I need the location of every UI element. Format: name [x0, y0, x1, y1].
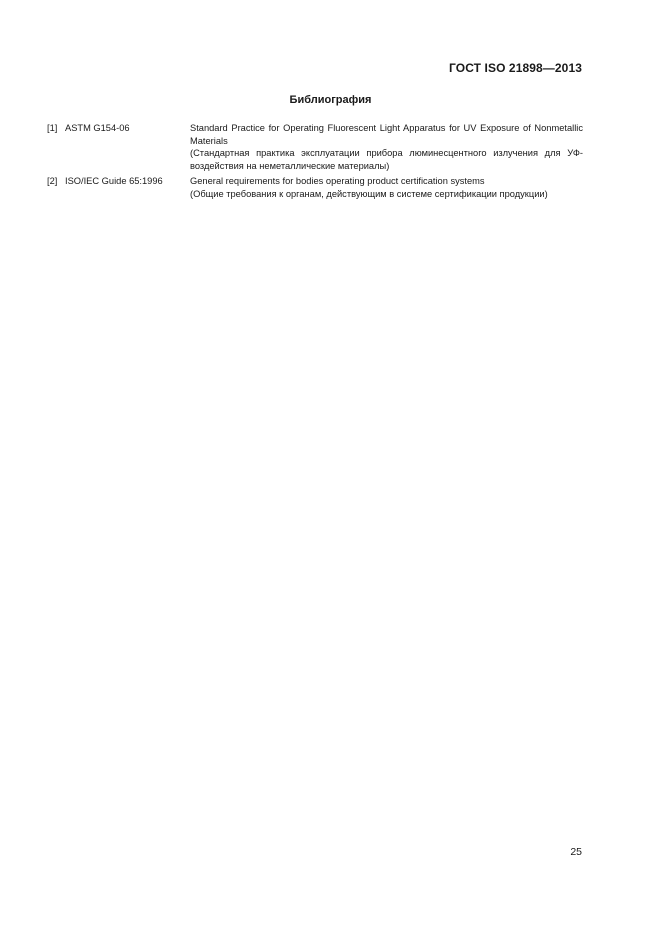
bibliography-entry	[47, 175, 583, 200]
page-number: 25	[570, 846, 582, 858]
bibliography-title: Библиография	[289, 94, 372, 106]
entry-code: ISO/IEC Guide 65:1996	[65, 176, 163, 186]
entry-title-en: General requirements for bodies operating product certification systems	[190, 176, 485, 186]
bibliography-entry	[47, 122, 583, 172]
entry-code: ASTM G154-06	[65, 123, 130, 133]
entry-description	[190, 122, 583, 172]
entry-title-en: Standard Practice for Operating Fluorescent Light Apparatus for UV Exposure of Nonmetallic Materials	[190, 123, 583, 146]
entry-number: [2]	[47, 176, 58, 186]
entry-number: [1]	[47, 123, 58, 133]
entry-title-ru: (Стандартная практика эксплуатации прибора люминесцентного излучения для УФ-воздействия на неметаллические материалы)	[190, 148, 583, 171]
standard-code-header: ГОСТ ISO 21898—2013	[449, 61, 582, 75]
bibliography-list	[47, 122, 583, 203]
entry-description	[190, 175, 583, 200]
entry-title-ru: (Общие требования к органам, действующим в системе сертификации продукции)	[190, 188, 548, 199]
